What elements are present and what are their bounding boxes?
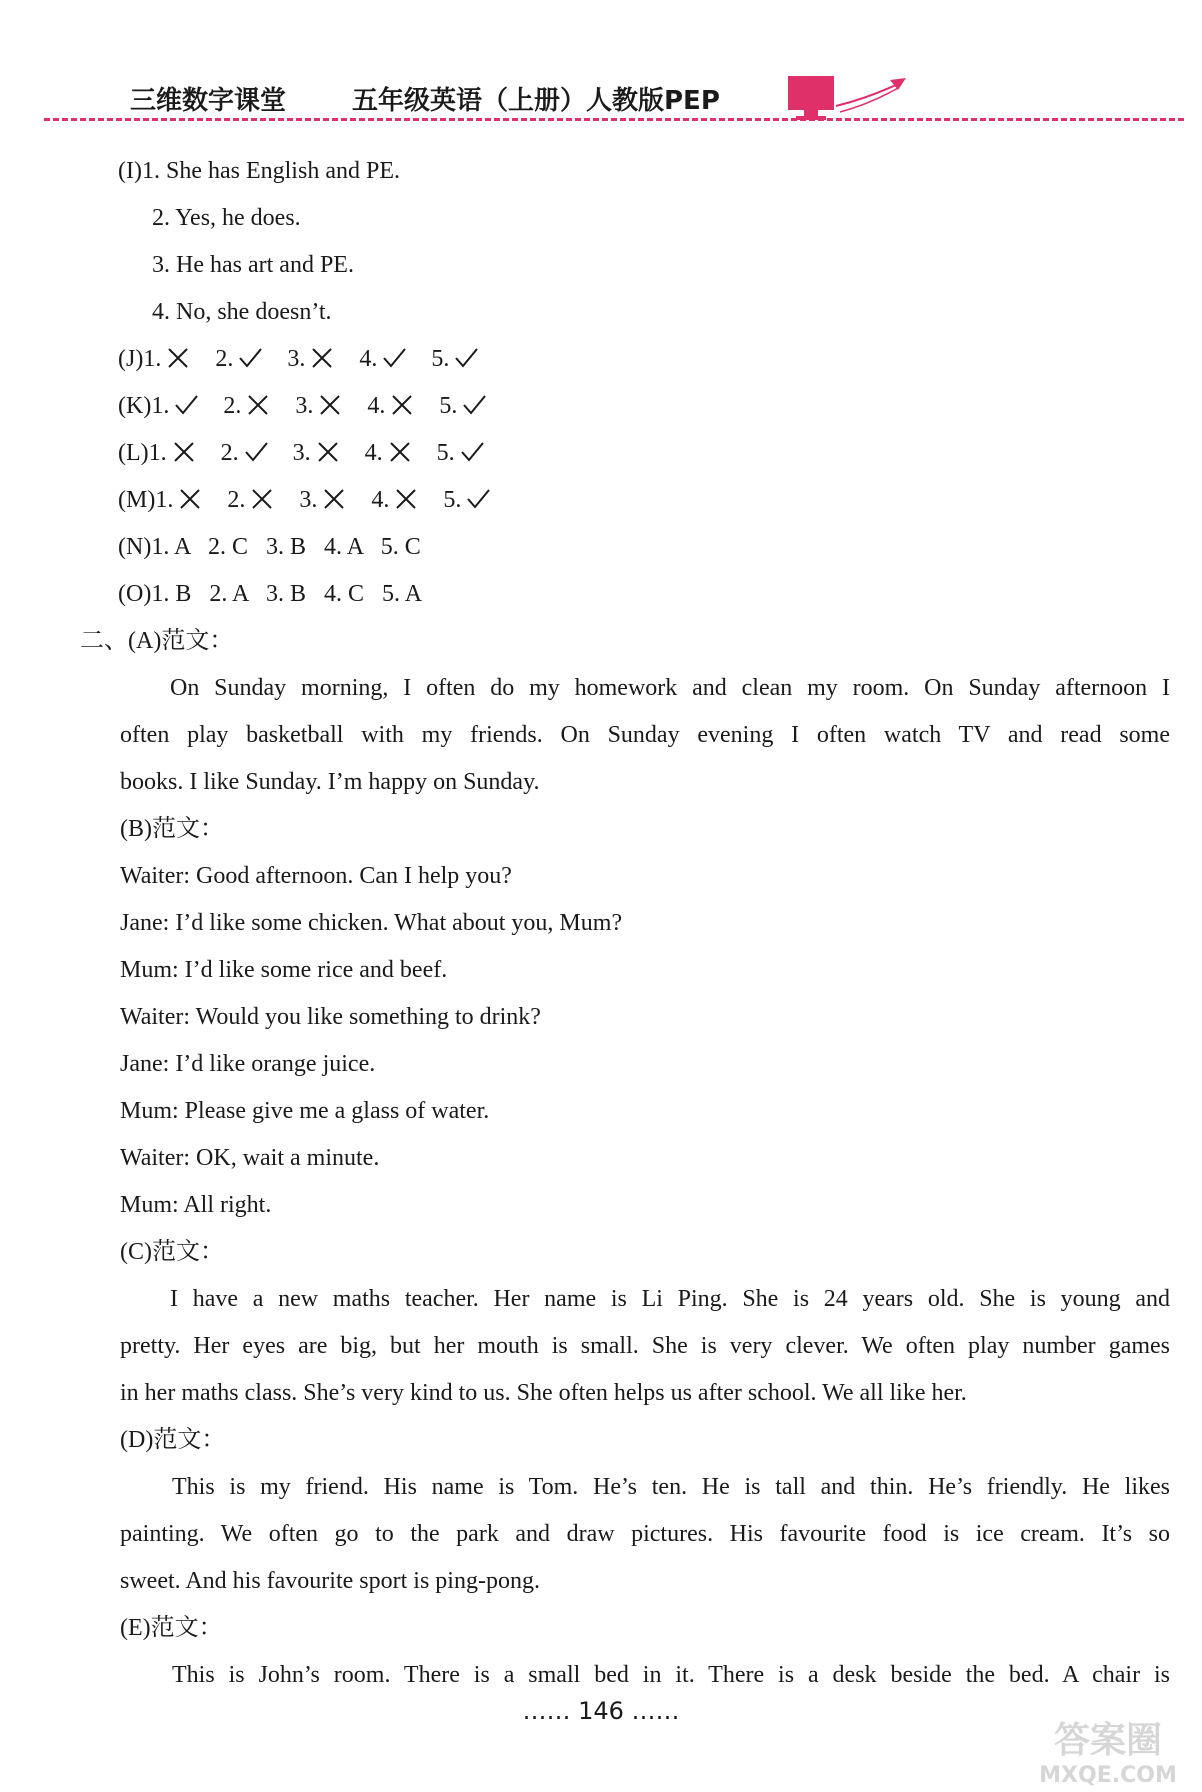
dialogue-b-line-5: Jane: I’d like orange juice.: [120, 1051, 376, 1077]
mark-number: 5.: [436, 440, 455, 466]
part2-e-label: (E)范文：: [120, 1615, 223, 1641]
mark-number: 2.: [215, 346, 234, 372]
mark-group-label: (K): [118, 393, 152, 419]
dialogue-b-line-1: Waiter: Good afternoon. Can I help you?: [120, 863, 512, 889]
header-rule: [44, 118, 1184, 121]
watermark-logo: [1018, 1712, 1198, 1788]
mark-item: [431, 344, 479, 374]
mark-number: 4.: [367, 393, 386, 419]
mark-number: 2.: [227, 487, 246, 513]
check-icon: [465, 487, 491, 511]
mark-number: 5.: [431, 346, 450, 372]
mark-group-label: (L): [118, 440, 149, 466]
essay-c-line-3: in her maths class. She’s very kind to us. She often helps us after school. We all like her.: [120, 1380, 967, 1406]
part2-d-label: (D)范文：: [120, 1427, 226, 1453]
mark-number: 5.: [443, 487, 462, 513]
cross-icon: [171, 440, 197, 464]
cross-icon: [177, 487, 203, 511]
essay-c-line-2: pretty. Her eyes are big, but her mouth is small. She is very clever. We often play number games: [120, 1333, 1170, 1359]
mark-group-label: (M): [118, 487, 156, 513]
mark-number: 5.: [439, 393, 458, 419]
choice-group-o: (O)1. B 2. A 3. B 4. C 5. A: [118, 581, 423, 607]
series-title: 三维数字课堂: [130, 86, 287, 116]
cross-icon: [249, 487, 275, 511]
mark-number: 1.: [151, 393, 170, 419]
check-icon: [243, 440, 269, 464]
dialogue-b-line-6: Mum: Please give me a glass of water.: [120, 1098, 490, 1124]
mark-number: 4.: [359, 346, 378, 372]
check-icon: [453, 346, 479, 370]
mark-item: [295, 391, 343, 421]
page-header: [0, 0, 1202, 130]
cross-icon: [315, 440, 341, 464]
dialogue-b-line-2: Jane: I’d like some chicken. What about you, Mum?: [120, 910, 623, 936]
mark-item: [359, 344, 407, 374]
essay-c-line-1: I have a new maths teacher. Her name is Li Ping. She is 24 years old. She is young and: [170, 1286, 1170, 1312]
essay-a-line-2: often play basketball with my friends. On Sunday evening I often watch TV and read some: [120, 722, 1170, 748]
mark-item: [227, 485, 275, 515]
mark-item: [155, 485, 203, 515]
essay-d-line-3: sweet. And his favourite sport is ping-pong.: [120, 1568, 540, 1594]
cross-icon: [245, 393, 271, 417]
mark-group-j: [118, 344, 503, 374]
mark-item: [287, 344, 335, 374]
essay-a-line-3: books. I like Sunday. I’m happy on Sunday.: [120, 769, 540, 795]
mark-number: 1.: [143, 346, 162, 372]
essay-a-line-1: On Sunday morning, I often do my homework and clean my room. On Sunday afternoon I: [170, 675, 1170, 701]
check-icon: [173, 393, 199, 417]
essay-d-line-1: This is my friend. His name is Tom. He’s ten. He is tall and thin. He’s friendly. He likes: [172, 1474, 1170, 1500]
cross-icon: [387, 440, 413, 464]
check-icon: [381, 346, 407, 370]
choice-group-n: (N)1. A 2. C 3. B 4. A 5. C: [118, 534, 421, 560]
mark-number: 3.: [299, 487, 318, 513]
mark-item: [443, 485, 491, 515]
mark-number: 4.: [364, 440, 383, 466]
mark-number: 1.: [148, 440, 167, 466]
part2-b-label: (B)范文：: [120, 816, 224, 842]
section-i-line-2: 2. Yes, he does.: [152, 205, 301, 231]
section-i-line-3: 3. He has art and PE.: [152, 252, 354, 278]
mark-item: [437, 438, 485, 468]
mark-item: [371, 485, 419, 515]
cross-icon: [393, 487, 419, 511]
mark-item: [215, 344, 263, 374]
section-i-line-4: 4. No, she doesn’t.: [152, 299, 332, 325]
mark-group-label: (J): [118, 346, 144, 372]
cross-icon: [309, 346, 335, 370]
mark-item: [223, 391, 271, 421]
svg-text:MXQE.COM: MXQE.COM: [1039, 1763, 1177, 1788]
page-number: …… 146 ……: [522, 1697, 680, 1725]
mark-item: [439, 391, 487, 421]
mark-group-k: [118, 391, 511, 421]
mark-number: 1.: [155, 487, 174, 513]
part2-a-label: 二、(A)范文：: [80, 628, 234, 654]
svg-text:答案圈: 答案圈: [1053, 1720, 1163, 1761]
section-i-line-1: (I)1. She has English and PE.: [118, 158, 400, 184]
mark-item: [293, 438, 341, 468]
cross-icon: [389, 393, 415, 417]
check-icon: [459, 440, 485, 464]
essay-e-line-1: This is John’s room. There is a small bed in it. There is a desk beside the bed. A chair is: [172, 1662, 1170, 1688]
dialogue-b-line-8: Mum: All right.: [120, 1192, 272, 1218]
check-icon: [461, 393, 487, 417]
dialogue-b-line-4: Waiter: Would you like something to drink?: [120, 1004, 541, 1030]
mark-number: 3.: [287, 346, 306, 372]
monitor-rocket-icon: [788, 76, 908, 122]
mark-item: [221, 438, 269, 468]
mark-item: [365, 438, 413, 468]
mark-item: [151, 391, 199, 421]
mark-number: 3.: [292, 440, 311, 466]
mark-group-m: [118, 485, 515, 515]
cross-icon: [165, 346, 191, 370]
mark-item: [299, 485, 347, 515]
dialogue-b-line-3: Mum: I’d like some rice and beef.: [120, 957, 448, 983]
book-title: 五年级英语（上册）人教版PEP: [352, 86, 720, 116]
mark-number: 2.: [223, 393, 242, 419]
mark-number: 4.: [371, 487, 390, 513]
mark-group-l: [118, 438, 509, 468]
cross-icon: [317, 393, 343, 417]
check-icon: [237, 346, 263, 370]
part2-c-label: (C)范文：: [120, 1239, 224, 1265]
mark-item: [143, 344, 191, 374]
cross-icon: [321, 487, 347, 511]
mark-number: 2.: [220, 440, 239, 466]
mark-item: [367, 391, 415, 421]
mark-item: [149, 438, 197, 468]
dialogue-b-line-7: Waiter: OK, wait a minute.: [120, 1145, 380, 1171]
mark-number: 3.: [295, 393, 314, 419]
essay-d-line-2: painting. We often go to the park and draw pictures. His favourite food is ice cream. It’s so: [120, 1521, 1170, 1547]
